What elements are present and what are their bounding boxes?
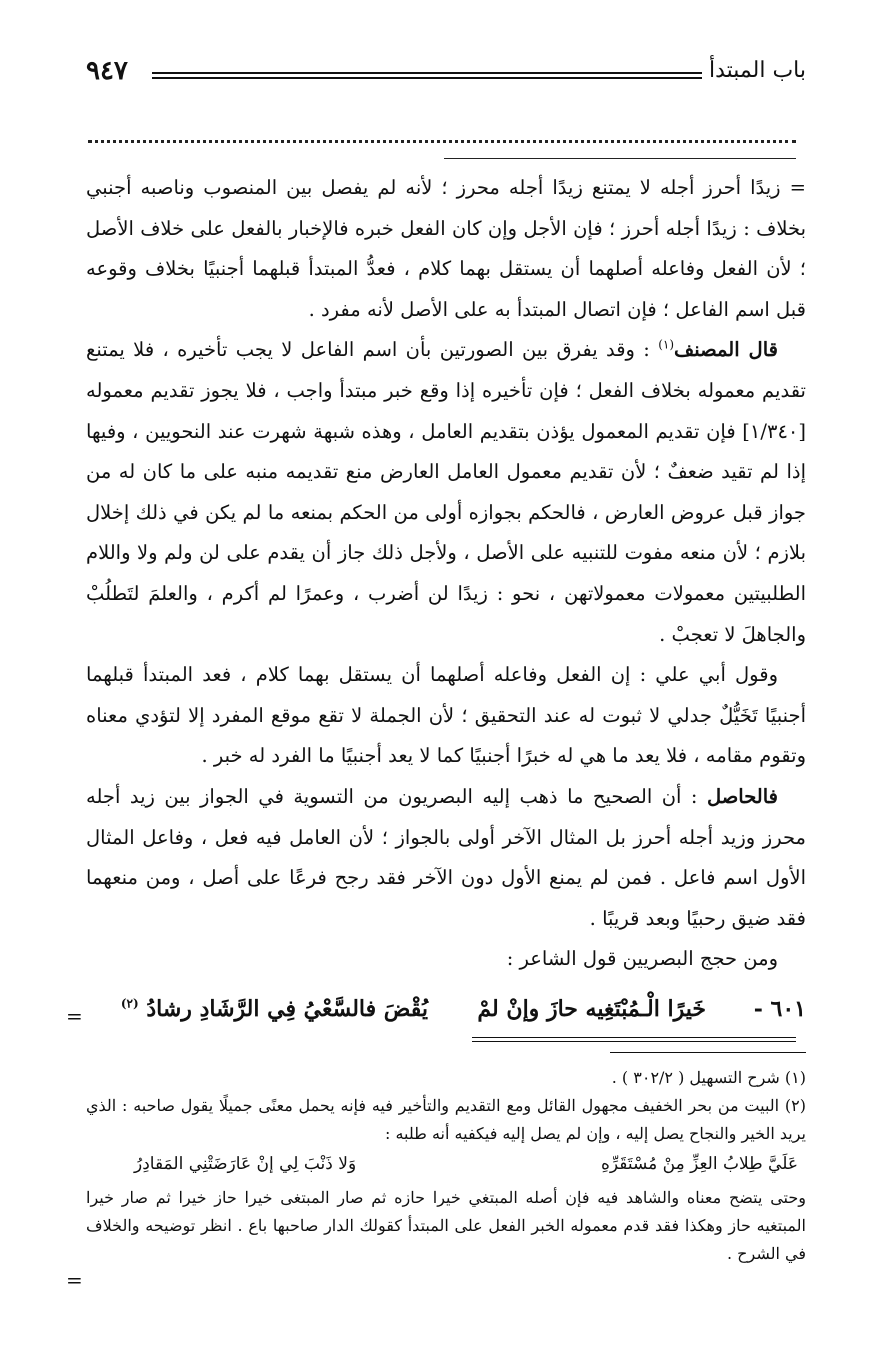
footnote-verse-hemistich-2: وَلا ذَنْبَ لِي إنْ عَارَضَتْنِي المَقادِرُ	[134, 1154, 357, 1174]
footnote-2-continuation: وحتى يتضح معناه والشاهد فيه فإن أصله المبتغي خيرا حازه ثم صار المبتغى خيرا حاز خيرا ثم صار خيرا المبتغيه حاز وهكذا فقد قدم معموله الخبر الفعل على المبتدأ كقولك الدار صاحبها باع . انظر توضيحه والخلاف في الشرح .	[86, 1188, 806, 1263]
footnote-verse	[86, 1148, 806, 1184]
verse-hemistich-1: خَيرًا الْـمُبْتَغِيه حازَ وإنْ لمْ	[477, 996, 706, 1022]
footnote-1: (١) شرح التسهيل ( ٣٠٢/٢ ) .	[611, 1068, 806, 1087]
dotted-separator	[88, 140, 796, 143]
poetry-verse	[100, 996, 806, 1042]
footnote-ref: (١)	[658, 337, 675, 352]
footnote-2: (٢) البيت من بحر الخفيف مجهول القائل ومع التقديم والتأخير فيه فإنه يحمل معنًى جميلًا يقول صاحبه : الذي يريد الخير والنجاح يصل إليه ، وإن لم يصل إليه فيكفيه أنه طلبه :	[86, 1096, 806, 1143]
continuation-mark: =	[66, 1004, 83, 1028]
footnote-continuation-mark: =	[66, 1268, 83, 1292]
paragraph-continuation: = زيدًا أحرز أجله لا يمتنع زيدًا أجله محرز ؛ لأنه لم يفصل بين المنصوب وناصبه أجنبي بخلاف : زيدًا أجله أحرز ؛ فإن الأجل وإن كان الفعل خبره فالإخبار بالفعل على خلاف الأصل ؛ لأن الفعل وفاعله أصلهما أن يستقل بهما كلام ، فعدُّ المبتدأ قبلهما أجنبيًا بخلاف وقوعه قبل اسم الفاعل ؛ فإن اتصال المبتدأ به على الأصل لأنه مفرد .	[86, 176, 806, 321]
paragraph-conclusion	[86, 777, 806, 939]
header-rule	[152, 72, 702, 79]
footnote-rule	[610, 1052, 806, 1053]
conclusion-label: فالحاصل	[706, 784, 778, 808]
paragraph-poet-intro: ومن حجج البصريين قول الشاعر :	[506, 947, 778, 971]
separator-rule	[444, 158, 796, 159]
verse-number: ٦٠١ -	[753, 996, 806, 1022]
verse-footnote-ref: (٢)	[120, 996, 139, 1011]
main-text	[86, 168, 806, 980]
verse-underline	[472, 1037, 796, 1042]
running-header	[86, 58, 806, 94]
author-text: : وقد يفرق بين الصورتين بأن اسم الفاعل لا يجب تأخيره ، فلا يمتنع تقديم معموله بخلاف الفعل ؛ فإن تأخيره إذا وقع خبر مبتدأ واجب ، فلا يجوز تقديم معموله [١/٣٤٠] فإن تقديم المعمول يؤذن بتقديم العامل ، وهذه شبهة شهرت عند النحويين ، وفيها إذا لم تقيد ضعفٌ ؛ لأن تقديم معمول العامل العارض منع تقديمه منبه على ما كان له من جواز قبل عروض العارض ، فالحكم بجوازه أولى من الحكم بمنعه ما لم يكن في ذلك إخلال بلازم ؛ لأن منعه مفوت للتنبيه على الأصل ، ولأجل ذلك جاز أن يقدم على لن ولم ولا واللام الطلبيتين معمولات معمولاتهن ، نحو : زيدًا لن أضرب ، وعمرًا لم أكرم ، والعلمَ لتَطلُبْ والجاهلَ لا تعجبْ .	[86, 338, 806, 646]
footnote-verse-hemistich-1: عَلَيَّ طِلابُ العِزِّ مِنْ مُسْتَقَرِّهِ	[600, 1154, 798, 1174]
paragraph-abu-ali: وقول أبي علي : إن الفعل وفاعله أصلهما أن يستقل بهما كلام ، فعد المبتدأ قبلهما أجنبيًا تَخَيُّلٌ جدلي لا ثبوت له عند التحقيق ؛ لأن الجملة لا تقع موقع المفرد إلا لتؤدي معناه وتقوم مقامه ، فلا يعد ما هي له خبرًا أجنبيًا كما لا يعد أجنبيًا ما الفرد له خبر .	[86, 663, 806, 768]
author-label: قال المصنف	[674, 338, 778, 362]
verse-hemistich-2-text: يُقْضَ فالسَّعْيُ فِي الرَّشَادِ رشادُ	[146, 996, 428, 1022]
footnotes	[86, 1064, 806, 1268]
conclusion-text: : أن الصحيح ما ذهب إليه البصريون من التسوية في الجواز بين زيد أجله محرز وزيد أجله أحرز بل المثال الآخر أولى بالجواز ؛ لأن العامل فيه فعل ، وفاعل المثال الأول اسم فاعل . فمن لم يمنع الأول دون الآخر فقد رجح فرعًا على أصل ، ومن منعهما فقد ضيق رحبيًا وبعد قريبًا .	[86, 784, 806, 930]
page-number: ٩٤٧	[86, 56, 128, 86]
verse-hemistich-2	[121, 996, 428, 1022]
paragraph-author-quote	[86, 330, 806, 655]
chapter-title: باب المبتدأ	[708, 58, 806, 83]
